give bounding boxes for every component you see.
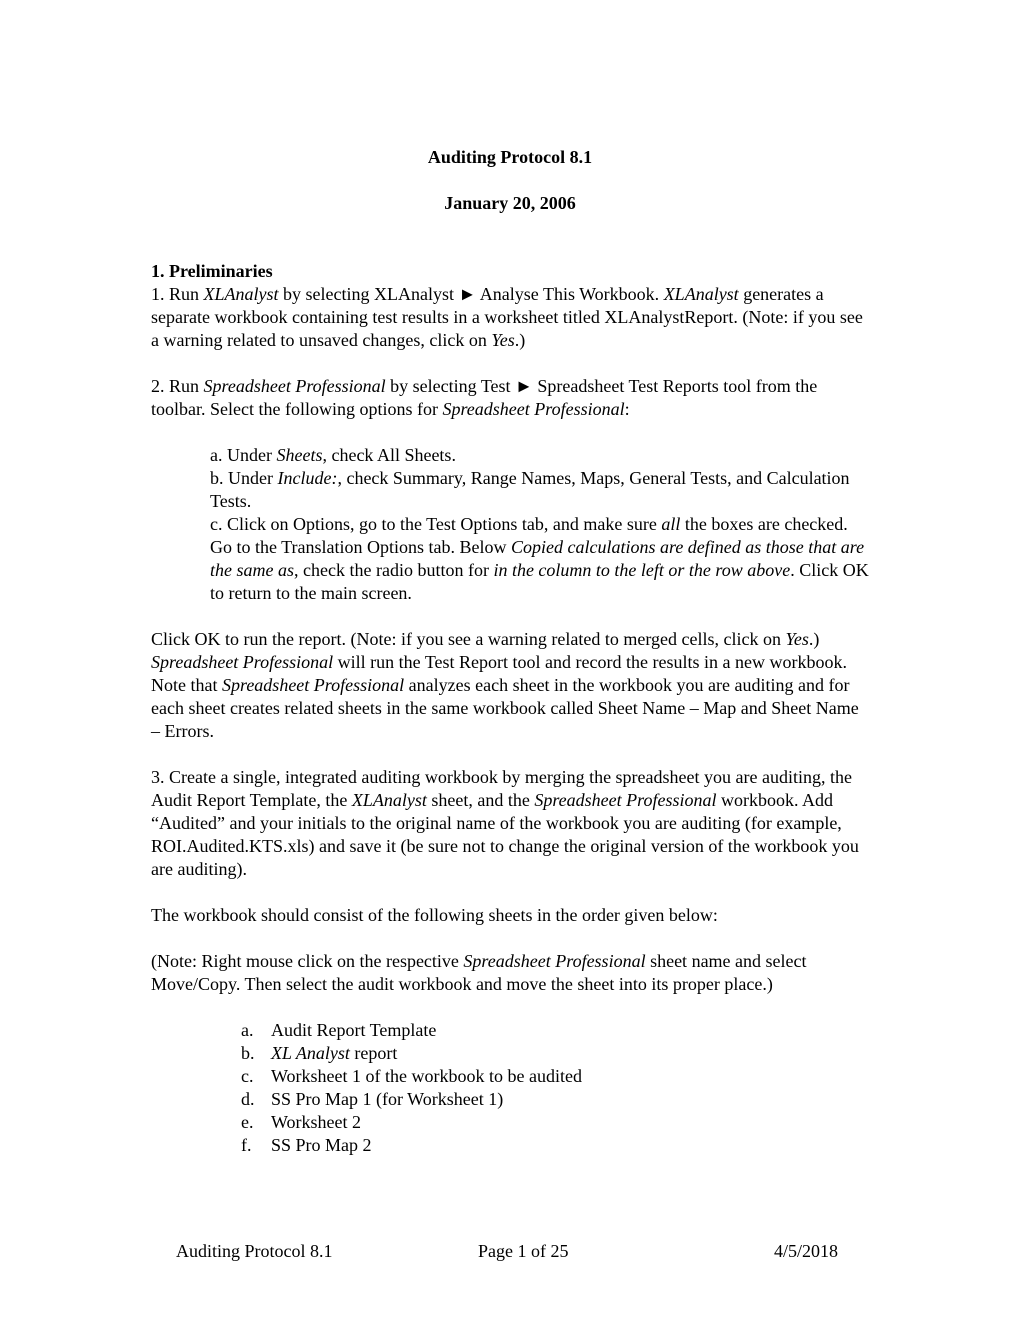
italic-run: Spreadsheet Professional [151, 652, 334, 672]
text-run: analyzes each sheet in the workbook you are auditing and for each sheet creates related sheets in the same workbook called Sheet Name – Map and Sheet Name – Errors. [151, 675, 859, 741]
text-run: c. Click on Options, go to the Test Options tab, and make sure [210, 514, 662, 534]
list-item-text: SS Pro Map 1 (for Worksheet 1) [271, 1089, 504, 1109]
text-run: by selecting XLAnalyst ► Analyse This Workbook. [278, 284, 664, 304]
text-run: generates a separate workbook containing test results in a worksheet titled XLAnalystReport. (Note: if you see a warning related to unsaved changes, click on [151, 284, 863, 350]
text-run: a. Under [210, 445, 277, 465]
list-item-label: a. [241, 1020, 254, 1040]
text-run: 2. Run [151, 376, 204, 396]
text-run: b. Under [210, 468, 278, 488]
italic-run: Include: [277, 468, 338, 488]
text-run: . Click OK to return to the main screen. [210, 560, 869, 603]
document-title: Auditing Protocol 8.1 [427, 147, 593, 167]
page-footer [0, 1240, 1020, 1263]
text-run: sheet name and select Move/Copy. Then select the audit workbook and move the sheet into its proper place.) [151, 951, 807, 994]
italic-run: Yes [491, 330, 515, 350]
footer-title: Auditing Protocol 8.1 [176, 1241, 333, 1261]
list-item-text: SS Pro Map 2 [271, 1135, 372, 1155]
sub-item-c [210, 513, 871, 605]
list-item [151, 1111, 871, 1134]
italic-run: Copied calculations are defined as those that are the same as [210, 537, 865, 580]
text-run: 1. Run [151, 284, 204, 304]
text-run: Click OK to run the report. (Note: if you see a warning related to merged cells, click on [151, 629, 786, 649]
list-item [151, 1042, 871, 1065]
italic-run: Spreadsheet Professional [221, 675, 405, 695]
italic-run: in the column to the left or the row above [493, 560, 791, 580]
list-item [151, 1019, 871, 1042]
text-run: (Note: Right mouse click on the respective [151, 951, 464, 971]
italic-run: XLAnalyst [203, 284, 279, 304]
italic-run: XLAnalyst [351, 790, 427, 810]
italic-run: Spreadsheet Professional [463, 951, 646, 971]
text-run: , check Summary, Range Names, Maps, General Tests, and Calculation Tests. [210, 468, 850, 511]
italic-run: Spreadsheet Professional [534, 790, 717, 810]
sub-item-a [210, 444, 871, 467]
consist-paragraph: The workbook should consist of the following sheets in the order given below: [151, 905, 718, 925]
list-item-label: f. [241, 1135, 252, 1155]
step-1-paragraph [151, 283, 871, 352]
document-date: January 20, 2006 [444, 193, 576, 213]
text-run: , check the radio button for [294, 560, 494, 580]
section-heading: 1. Preliminaries [151, 261, 273, 281]
step-2-paragraph [151, 375, 871, 421]
list-item-label: d. [241, 1089, 255, 1109]
options-sublist [210, 444, 871, 605]
list-item-label: c. [241, 1066, 254, 1086]
italic-run: Sheets [276, 445, 323, 465]
sub-item-b [210, 467, 871, 513]
italic-run: Yes [785, 629, 809, 649]
list-item [151, 1088, 871, 1111]
click-ok-paragraph [151, 628, 871, 743]
note-paragraph [151, 950, 871, 996]
italic-run: all [661, 514, 681, 534]
text-run: 3. Create a single, integrated auditing workbook by merging the spreadsheet you are auditing, the Audit Report Template, the [151, 767, 852, 810]
sheet-order-list [151, 1019, 871, 1157]
text-run: sheet, and the [426, 790, 535, 810]
italic-run: Spreadsheet Professional [442, 399, 625, 419]
text-run: .) [808, 629, 820, 649]
list-item-text: Worksheet 2 [271, 1112, 362, 1132]
text-run: : [624, 399, 630, 419]
italic-run: XLAnalyst [663, 284, 739, 304]
text-run: will run the Test Report tool and record the results in a new workbook. Note that [151, 652, 847, 695]
footer-date: 4/5/2018 [774, 1241, 839, 1261]
list-item-text: Audit Report Template [271, 1020, 437, 1040]
text-run: .) [514, 330, 526, 350]
list-item-label: e. [241, 1112, 254, 1132]
step-3-paragraph [151, 766, 871, 881]
list-item [151, 1134, 871, 1157]
italic-run: XL Analyst [271, 1043, 350, 1063]
list-item-label: b. [241, 1043, 255, 1063]
list-item-text: report [349, 1043, 398, 1063]
text-run: the boxes are checked. Go to the Translation Options tab. Below [210, 514, 848, 557]
text-run: workbook. Add “Audited” and your initials to the original name of the workbook you are auditing (for example, ROI.Audited.KTS.xls) and save it (be sure not to change the original version of the workbook you are auditing). [151, 790, 859, 879]
footer-page-number: Page 1 of 25 [478, 1241, 569, 1261]
text-run: , check All Sheets. [322, 445, 456, 465]
document-body [151, 260, 871, 1157]
list-item [151, 1065, 871, 1088]
italic-run: Spreadsheet Professional [203, 376, 386, 396]
list-item-text: Worksheet 1 of the workbook to be audited [271, 1066, 582, 1086]
text-run: by selecting Test ► Spreadsheet Test Reports tool from the toolbar. Select the following options for [151, 376, 818, 419]
